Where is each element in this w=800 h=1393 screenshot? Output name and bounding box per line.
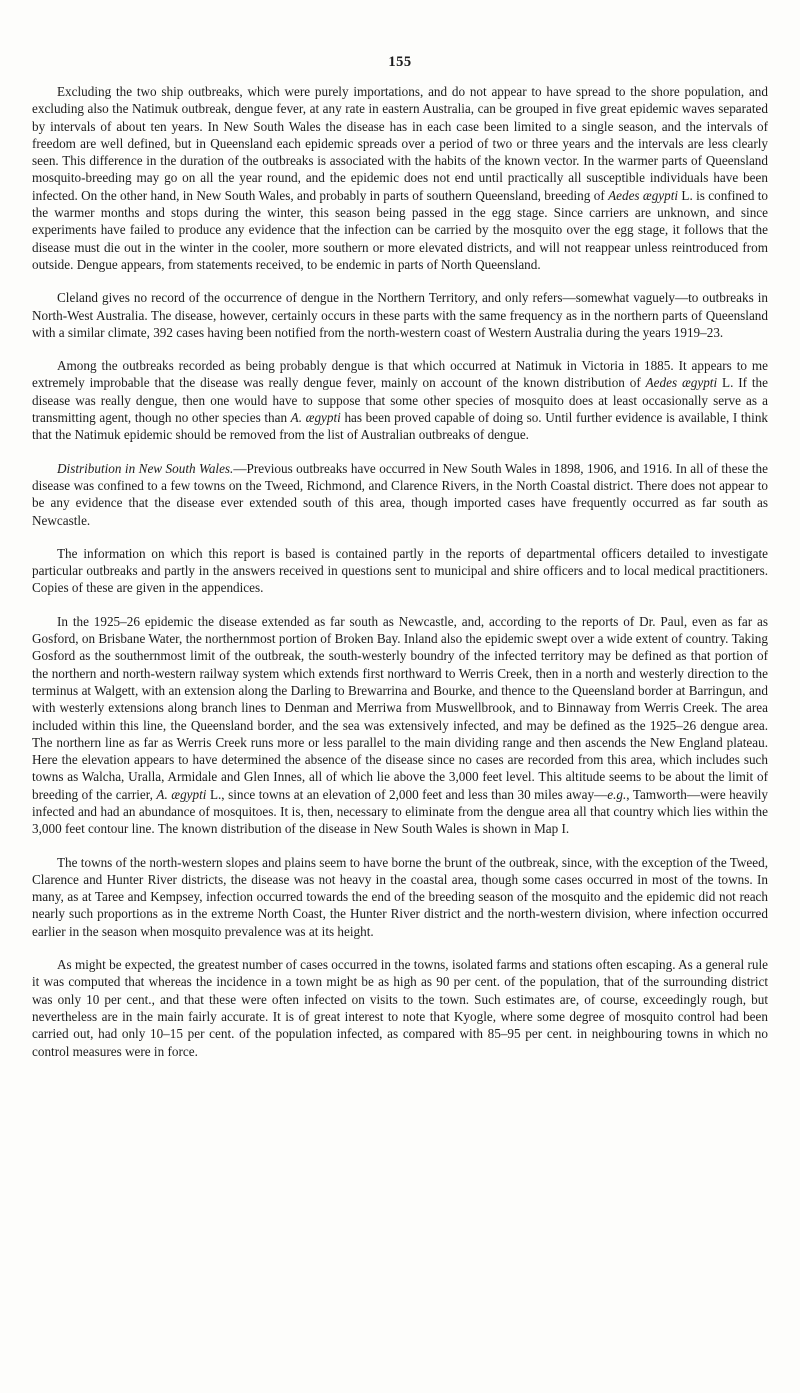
text-run: L. If the disease was really dengue, then one would have to suppose that some other species of mosquito does at least occasionally serve as a transmitting agent, though no other species than bbox=[32, 375, 768, 426]
text-run: As might be expected, the greatest number of cases occurred in the towns, isolated farms and stations often escaping. As a general rule it was computed that whereas the incidence in a town might be as high as 90 per cent. of the population, that of the surrounding district was only 10 per cent., and that these were often infected on visits to the town. Such estimates are, of course, exceedingly rough, but nevertheless are in the main fairly accurate. It is of great interest to note that Kyogle, where some degree of mosquito control had been carried out, had only 10–15 per cent. of the population infected, as compared with 85–95 per cent. in neighbouring towns in which no control measures were in force. bbox=[32, 957, 768, 1059]
text-run: —Previous outbreaks have occurred in New South Wales in 1898, 1906, and 1916. In all of these the disease was confined to a few towns on the Tweed, Richmond, and Clarence Rivers, in the North Coastal district. There does not appear to be any evidence that the disease ever extended south of this area, though imported cases have frequently occurred as far south as Newcastle. bbox=[32, 460, 768, 528]
paragraph-6 bbox=[32, 613, 768, 838]
paragraph-3 bbox=[32, 357, 768, 443]
paragraph-1 bbox=[32, 83, 768, 273]
text-run: , Tamworth—were heavily infected and had an abundance of mosquitoes. It is, then, necessary to eliminate from the dengue area all that country which lies within the 3,000 feet contour line. The known distribution of the disease in New South Wales is shown in Map I. bbox=[32, 786, 768, 837]
paragraph-4 bbox=[32, 460, 768, 529]
italic-text: Aedes ægypti bbox=[608, 187, 679, 203]
italic-text: A. ægypti bbox=[290, 410, 341, 426]
text-run: L. is confined to the warmer months and stops during the winter, this season being passed in the egg stage. Since carriers are unknown, and since experiments have failed to produce any evidence that the infection can be carried by the mosquito over the egg stage, it follows that the disease must die out in the winter in the cooler, more southern or more elevated districts, and will not reappear unless reintroduced from outside. Dengue appears, from statements received, to be endemic in parts of North Queensland. bbox=[32, 187, 769, 272]
text-run: Cleland gives no record of the occurrence of dengue in the Northern Territory, and only refers—somewhat vaguely—to outbreaks in North-West Australia. The disease, however, certainly occurs in these parts with the same frequency as in the northern parts of Queensland with a similar climate, 392 cases having been notified from the north-western coast of Western Australia during the years 1919–23. bbox=[32, 290, 768, 340]
text-run: The towns of the north-western slopes and plains seem to have borne the brunt of the outbreak, since, with the exception of the Tweed, Clarence and Hunter River districts, the disease was not heavy in the coastal area, though some cases occurred in most of the towns. In many, as at Taree and Kempsey, infection occurred towards the end of the breeding season of the mosquito and the epidemic did not reach nearly such proportions as in the extreme North Coast, the Hunter River district and the north-western division, where infection occurred earlier in the season when mosquito prevalence was at its height. bbox=[32, 854, 768, 939]
italic-text: A. ægypti bbox=[156, 786, 207, 802]
italic-text: e.g. bbox=[607, 786, 627, 802]
paragraph-8 bbox=[32, 956, 768, 1060]
text-run: L., since towns at an elevation of 2,000 feet and less than 30 miles away— bbox=[206, 786, 608, 802]
paragraph-2 bbox=[32, 289, 768, 341]
body-text bbox=[32, 83, 768, 1060]
text-run: In the 1925–26 epidemic the disease extended as far south as Newcastle, and, according to the reports of Dr. Paul, even as far as Gosford, on Brisbane Water, the northernmost portion of Broken Bay. Inland also the epidemic swept over a wide extent of country. Taking Gosford as the southernmost limit of the outbreak, the south-westerly boundry of the infected territory may be defined as that portion of the northern and north-western railway system which extends first northward to Werris Creek, then in a north and westerly direction to the terminus at Walgett, with an extension along the Darling to Brewarrina and Bourke, and thence to the Queensland border at Barringun, and with westerly extensions along branch lines to Denman and Merriwa from Muswellbrook, and to Binnaway from Werris Creek. The area included within this line, the Queensland border, and the sea was extensively infected, and may be defined as the 1925–26 dengue area. The northern line as far as Werris Creek runs more or less parallel to the main dividing range and then ascends the New England plateau. Here the elevation appears to have determined the absence of the disease since no cases are recorded from this area, which includes such towns as Walcha, Uralla, Armidale and Glen Innes, all of which lie above the 3,000 feet level. This altitude seems to be about the limit of breeding of the carrier, bbox=[32, 613, 768, 802]
text-run: The information on which this report is based is contained partly in the reports of departmental officers detailed to investigate particular outbreaks and partly in the answers received in questions sent to municipal and shire officers and to local medical practitioners. Copies of these are given in the appendices. bbox=[32, 545, 768, 596]
paragraph-7 bbox=[32, 854, 768, 940]
text-run: Among the outbreaks recorded as being probably dengue is that which occurred at Natimuk in Victoria in 1885. It appears to me extremely improbable that the disease was really dengue fever, mainly on account of the known distribution of bbox=[32, 358, 768, 391]
page-number: 155 bbox=[388, 54, 412, 70]
text-run: Excluding the two ship outbreaks, which were purely importations, and do not appear to have spread to the shore population, and excluding also the Natimuk outbreak, dengue fever, at any rate in eastern Australia, can be grouped in five great epidemic waves separated by intervals of about ten years. In New South Wales the disease has in each case been limited to a single season, and the intervals of freedom are well defined, but in Queensland each epidemic spreads over a period of two or three years and the intervals are less clearly seen. This difference in the duration of the outbreaks is associated with the habits of the known vector. In the warmer parts of Queensland mosquito-breeding may go on all the year round, and the epidemic does not end until practically all susceptible individuals have been infected. On the other hand, in New South Wales, and probably in parts of southern Queensland, breeding of bbox=[32, 84, 768, 203]
text-run: has been proved capable of doing so. Until further evidence is available, I think that the Natimuk epidemic should be removed from the list of Australian outbreaks of dengue. bbox=[32, 410, 769, 443]
italic-text: Aedes ægypti bbox=[645, 375, 718, 391]
paragraph-5 bbox=[32, 545, 768, 597]
italic-text: Distribution in New South Wales. bbox=[57, 460, 234, 476]
